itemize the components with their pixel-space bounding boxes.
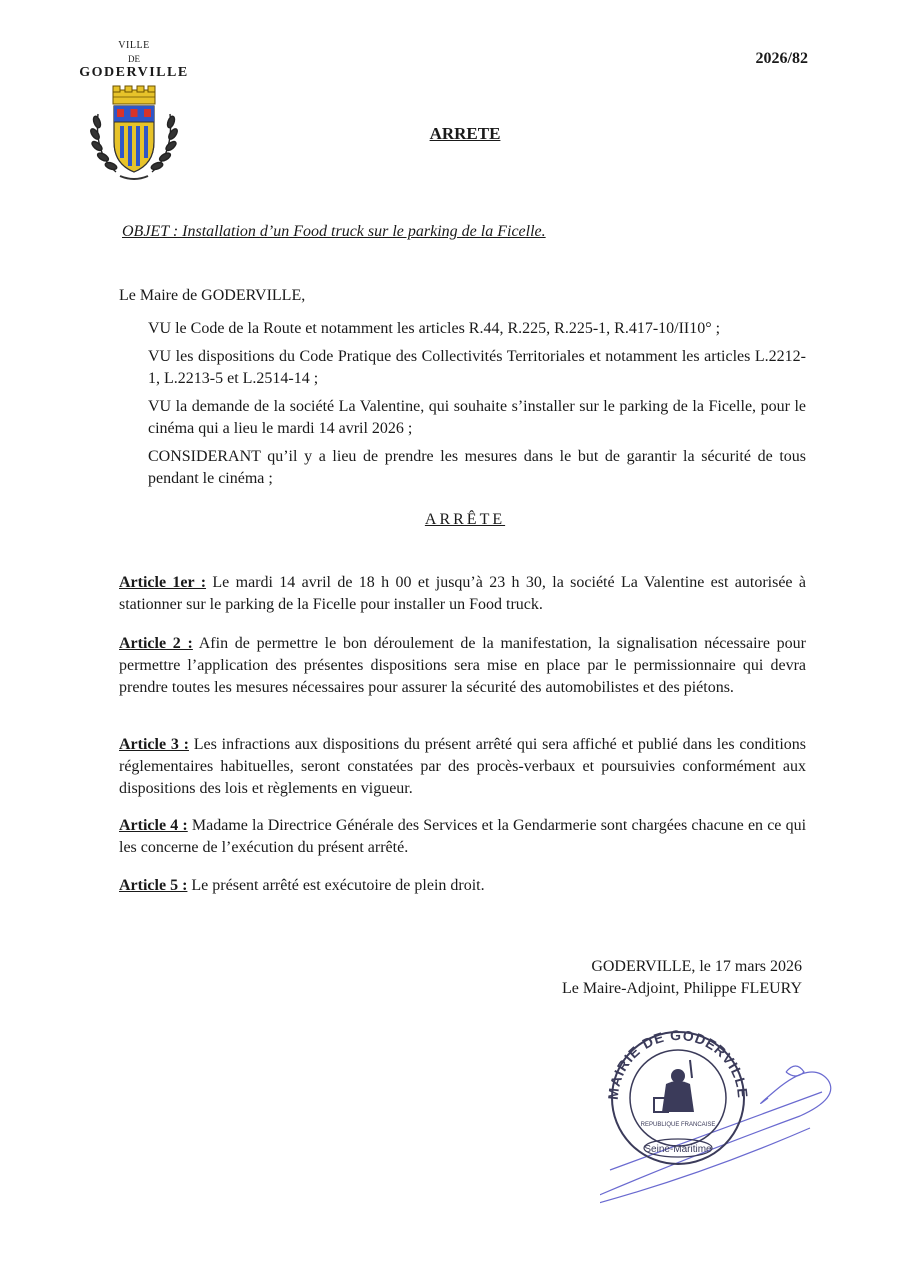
marianne-figure-icon	[654, 1060, 694, 1112]
stamp-ring-text: MAIRIE DE GODERVILLE	[604, 1026, 752, 1101]
coa-town-name: GODERVILLE	[79, 65, 189, 80]
preamble-intro: Le Maire de GODERVILLE,	[119, 287, 306, 304]
decision-heading: ARRÊTE	[424, 511, 506, 528]
article-5-text: Le présent arrêté est exécutoire de plein droit.	[191, 877, 485, 894]
article-1-label: Article 1er :	[119, 574, 207, 591]
article-4-text: Madame la Directrice Générale des Services et la Gendarmerie sont chargées chacune en ce qui les concerne de l’exécution du présent arrêté.	[119, 817, 807, 856]
article-2-label: Article 2 :	[119, 635, 193, 652]
article-1	[119, 572, 806, 616]
article-5	[119, 875, 806, 897]
signature-place-date: GODERVILLE, le 17 mars 2026	[591, 958, 802, 975]
article-3	[119, 734, 806, 800]
ribbon-icon	[120, 176, 148, 179]
article-4-label: Article 4 :	[119, 817, 188, 834]
article-1-text: Le mardi 14 avril de 18 h 00 et jusqu’à 23 h 30, la société La Valentine est autorisée à stationner sur le parking de la Ficelle pour installer un Food truck.	[119, 574, 806, 613]
official-stamp	[600, 1020, 840, 1220]
article-3-text: Les infractions aux dispositions du présent arrêté qui sera affiché et publié dans les conditions réglementaires habituelles, seront constatées par des procès-verbaux et poursuivies conformément aux dispositions des lois et règlements en vigueur.	[119, 736, 806, 797]
preamble-vu-code-route: VU le Code de la Route et notamment les articles R.44, R.225, R.225-1, R.417-10/II10° ;	[148, 320, 721, 337]
stamp-inner-text: REPUBLIQUE FRANCAISE	[640, 1122, 716, 1128]
coa-de-label: DE	[128, 54, 140, 64]
preamble-considerant: CONSIDERANT qu’il y a lieu de prendre les mesures dans le but de garantir la sécurité de tous pendant le cinéma ;	[148, 448, 806, 487]
page-title: ARRETE	[429, 124, 501, 143]
article-2	[119, 633, 806, 699]
signature-signatory: Le Maire-Adjoint, Philippe FLEURY	[562, 980, 802, 997]
article-4	[119, 815, 806, 859]
article-3-label: Article 3 :	[119, 736, 189, 753]
mural-crown-icon	[113, 86, 155, 104]
preamble-vu-collectivites: VU les dispositions du Code Pratique des Collectivités Territoriales et notamment les articles L.2212-1, L.2213-5 et L.2514-14 ;	[148, 348, 806, 387]
coa-ville-label: VILLE	[118, 40, 150, 51]
handwritten-signature	[600, 1066, 831, 1210]
decree-subject: OBJET : Installation d’un Food truck sur le parking de la Ficelle.	[122, 223, 546, 240]
article-2-text: Afin de permettre le bon déroulement de la manifestation, la signalisation nécessaire pour permettre l’application des présentes dispositions sera mise en place par le permissionnaire qui devra prendre toutes les mesures nécessaires pour assurer la sécurité des automobilistes et des piétons.	[119, 635, 807, 696]
article-5-label: Article 5 :	[119, 877, 188, 894]
preamble-vu-demande: VU la demande de la société La Valentine, qui souhaite s’installer sur le parking de la Ficelle, pour le cinéma qui a lieu le mardi 14 avril 2026 ;	[148, 398, 806, 437]
decree-reference: 2026/82	[755, 50, 808, 67]
stamp-bottom-text: Seine-Maritime	[644, 1144, 712, 1155]
